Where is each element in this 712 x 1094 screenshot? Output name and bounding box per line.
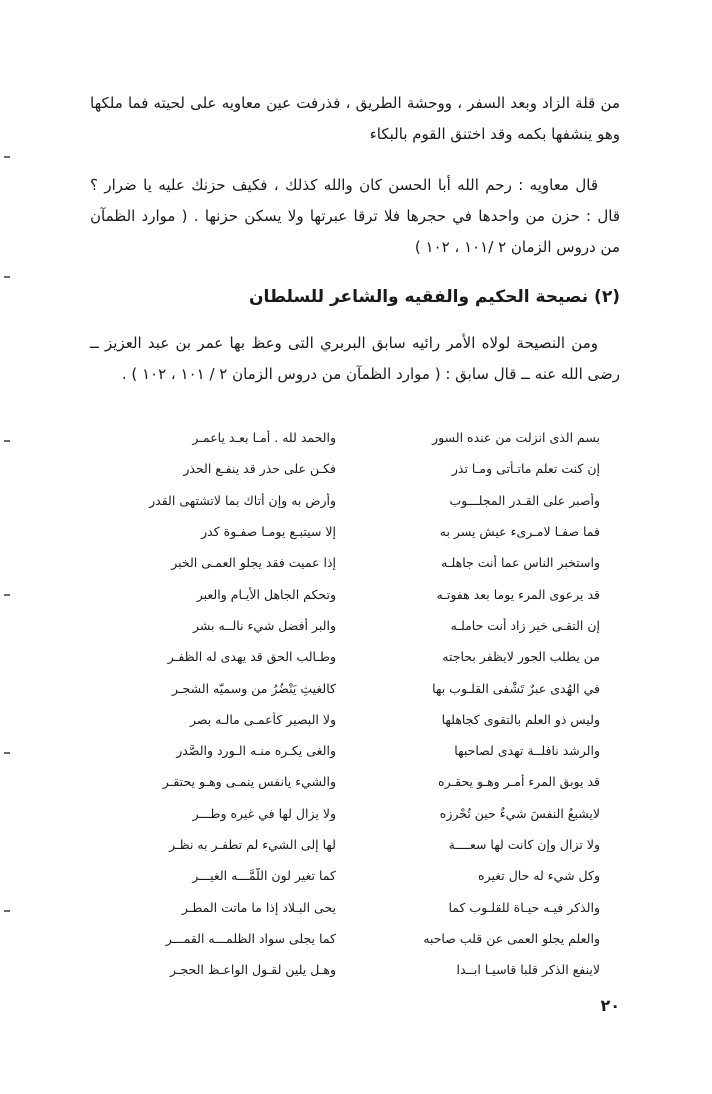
poem-verse bbox=[104, 923, 600, 954]
verse-first-hemistich: والعلم يجلو العمى عن قلب صاحبه bbox=[423, 930, 600, 946]
verse-second-hemistich: وهـل يلين لقـول الواعـظ الحجـر bbox=[169, 962, 336, 978]
verse-first-hemistich: واستخبر الناس عما أنت جاهلـه bbox=[441, 555, 600, 571]
poem-verse bbox=[104, 516, 600, 547]
verse-first-hemistich: في الهُدى عبرٌ تَشْفى القلـوب بها bbox=[432, 680, 600, 696]
poem-verse bbox=[104, 547, 600, 578]
verse-second-hemistich: والحمد لله . أمـا بعـد ياعمـر bbox=[192, 430, 336, 446]
verse-second-hemistich: كما تغير لون اللّمَّـــه الغيـــر bbox=[192, 868, 336, 884]
verse-first-hemistich: ولا تزال وإن كانت لها سعــــة bbox=[448, 837, 600, 852]
verse-first-hemistich: وكل شيء له حال تغيره bbox=[478, 868, 600, 884]
poem-verse bbox=[104, 735, 600, 766]
paragraph-2 bbox=[90, 170, 620, 263]
verse-first-hemistich: وأصبر على القـدر المجلـــوب bbox=[449, 492, 600, 508]
page-number: ٢٠ bbox=[600, 996, 620, 1015]
poem-verse bbox=[104, 766, 600, 797]
section-heading: (٢) نصيحة الحكيم والفقيه والشاعر للسلطان bbox=[249, 287, 620, 307]
poem-verse bbox=[104, 578, 600, 609]
verse-second-hemistich: لها إلى الشيء لم تطفـر به نظـر bbox=[169, 837, 336, 852]
verse-second-hemistich: وطـالب الحق قد يهدى له الظفـر bbox=[167, 649, 336, 665]
verse-first-hemistich: إن كنت تعلم ماتـأتى ومـا تذر bbox=[451, 461, 600, 477]
paragraph-1-text: من قلة الزاد وبعد السفر ، ووحشة الطريق ، فذرفت عين معاويه على لحيته فما ملكها وهو ينشفها بكمه وقد اختنق القوم بالبكاء bbox=[90, 94, 620, 143]
poem-verse bbox=[104, 829, 600, 860]
verse-first-hemistich: والرشد نافلــة تهدى لصاحبها bbox=[454, 743, 600, 759]
verse-first-hemistich: لايشبعُ النفسَ شيءٌ حين تُحْرزه bbox=[439, 805, 600, 821]
paragraph-1 bbox=[90, 88, 620, 150]
verse-second-hemistich: والغى يكـره منـه الـورد والصَّدر bbox=[176, 743, 336, 759]
poem-verse bbox=[104, 860, 600, 891]
verse-first-hemistich: لاينفع الذكر قلبا قاسيـا ابــدا bbox=[456, 962, 600, 978]
verse-second-hemistich: والبر أفضل شيء نالــه بشر bbox=[192, 617, 336, 633]
verse-first-hemistich: بسم الذى انزلت من عنده السور bbox=[432, 430, 600, 446]
verse-second-hemistich: فكـن على حذر قد ينفـع الحذر bbox=[183, 461, 336, 477]
poem bbox=[104, 422, 600, 985]
paragraph-3 bbox=[90, 328, 620, 390]
poem-verse bbox=[104, 891, 600, 922]
verse-first-hemistich: قد يوبق المرء أمـر وهـو يحقـره bbox=[438, 774, 600, 790]
verse-first-hemistich: إن التقـى خير زاد أنت حاملـه bbox=[450, 617, 600, 633]
poem-verse bbox=[104, 672, 600, 703]
verse-second-hemistich: يحى البـلاد إذا ما ماتت المطـر bbox=[181, 899, 336, 915]
verse-second-hemistich: وأرض به وإن أتاك بما لاتشتهى القدر bbox=[149, 492, 336, 508]
verse-second-hemistich: وتحكم الجاهل الأيـام والعبر bbox=[196, 586, 336, 602]
verse-second-hemistich: إذا عميت فقد يجلو العمـى الخبر bbox=[171, 555, 336, 571]
verse-second-hemistich: ولا البصير كأعمـى مالـه بصر bbox=[189, 711, 336, 727]
poem-verse bbox=[104, 704, 600, 735]
verse-first-hemistich: قد يرعوى المرء يوما بعد هفوتـه bbox=[436, 586, 600, 602]
margin-mark bbox=[4, 594, 10, 596]
verse-second-hemistich: ولا يزال لها في غيره وطـــر bbox=[192, 805, 336, 821]
poem-verse bbox=[104, 798, 600, 829]
verse-second-hemistich: كالغيثِ يَنْضُرُ من وسميّه الشجـر bbox=[171, 680, 336, 696]
margin-mark bbox=[4, 440, 10, 442]
margin-mark bbox=[4, 156, 10, 158]
poem-verse bbox=[104, 610, 600, 641]
poem-verse bbox=[104, 485, 600, 516]
verse-first-hemistich: فما صفـا لامـرىء عيش يسر به bbox=[439, 524, 600, 540]
margin-mark bbox=[4, 276, 10, 278]
verse-first-hemistich: والذكر فيـه حيـاة للقلـوب كما bbox=[448, 899, 600, 915]
verse-second-hemistich: والشيء يانفس ينمـى وهـو يحتقـر bbox=[162, 774, 336, 790]
paragraph-2-text: قال معاويه : رحم الله أبا الحسن كان والله كذلك ، فكيف حزنك عليه يا ضرار ؟ قال : حزن من واحدها في حجرها فلا ترقا عبرتها ولا يسكن حزنها . ( موارد الظمآن من دروس الزمان ٢ /١٠١ ، ١٠٢ ) bbox=[90, 176, 620, 256]
verse-second-hemistich: كما يجلى سواد الظلمـــه القمـــر bbox=[165, 930, 336, 946]
verse-second-hemistich: إلا سيتبـع يومـا صفـوة كدر bbox=[201, 524, 336, 540]
poem-verse bbox=[104, 954, 600, 985]
poem-verse bbox=[104, 453, 600, 484]
margin-mark bbox=[4, 752, 10, 754]
verse-first-hemistich: من يطلب الجور لايظفر بحاجته bbox=[442, 649, 600, 665]
verse-first-hemistich: وليس ذو العلم بالتقوى كجاهلها bbox=[441, 711, 600, 727]
paragraph-3-text: ومن النصيحة لولاه الأمر رائيه سابق البربري التى وعظ بها عمر بن عبد العزيز ــ رضى الله عنه ــ قال سابق : ( موارد الظمآن من دروس الزمان ٢ / ١٠١ ، ١٠٢ ) . bbox=[90, 334, 620, 383]
poem-verse bbox=[104, 641, 600, 672]
poem-verse bbox=[104, 422, 600, 453]
margin-mark bbox=[4, 910, 10, 912]
